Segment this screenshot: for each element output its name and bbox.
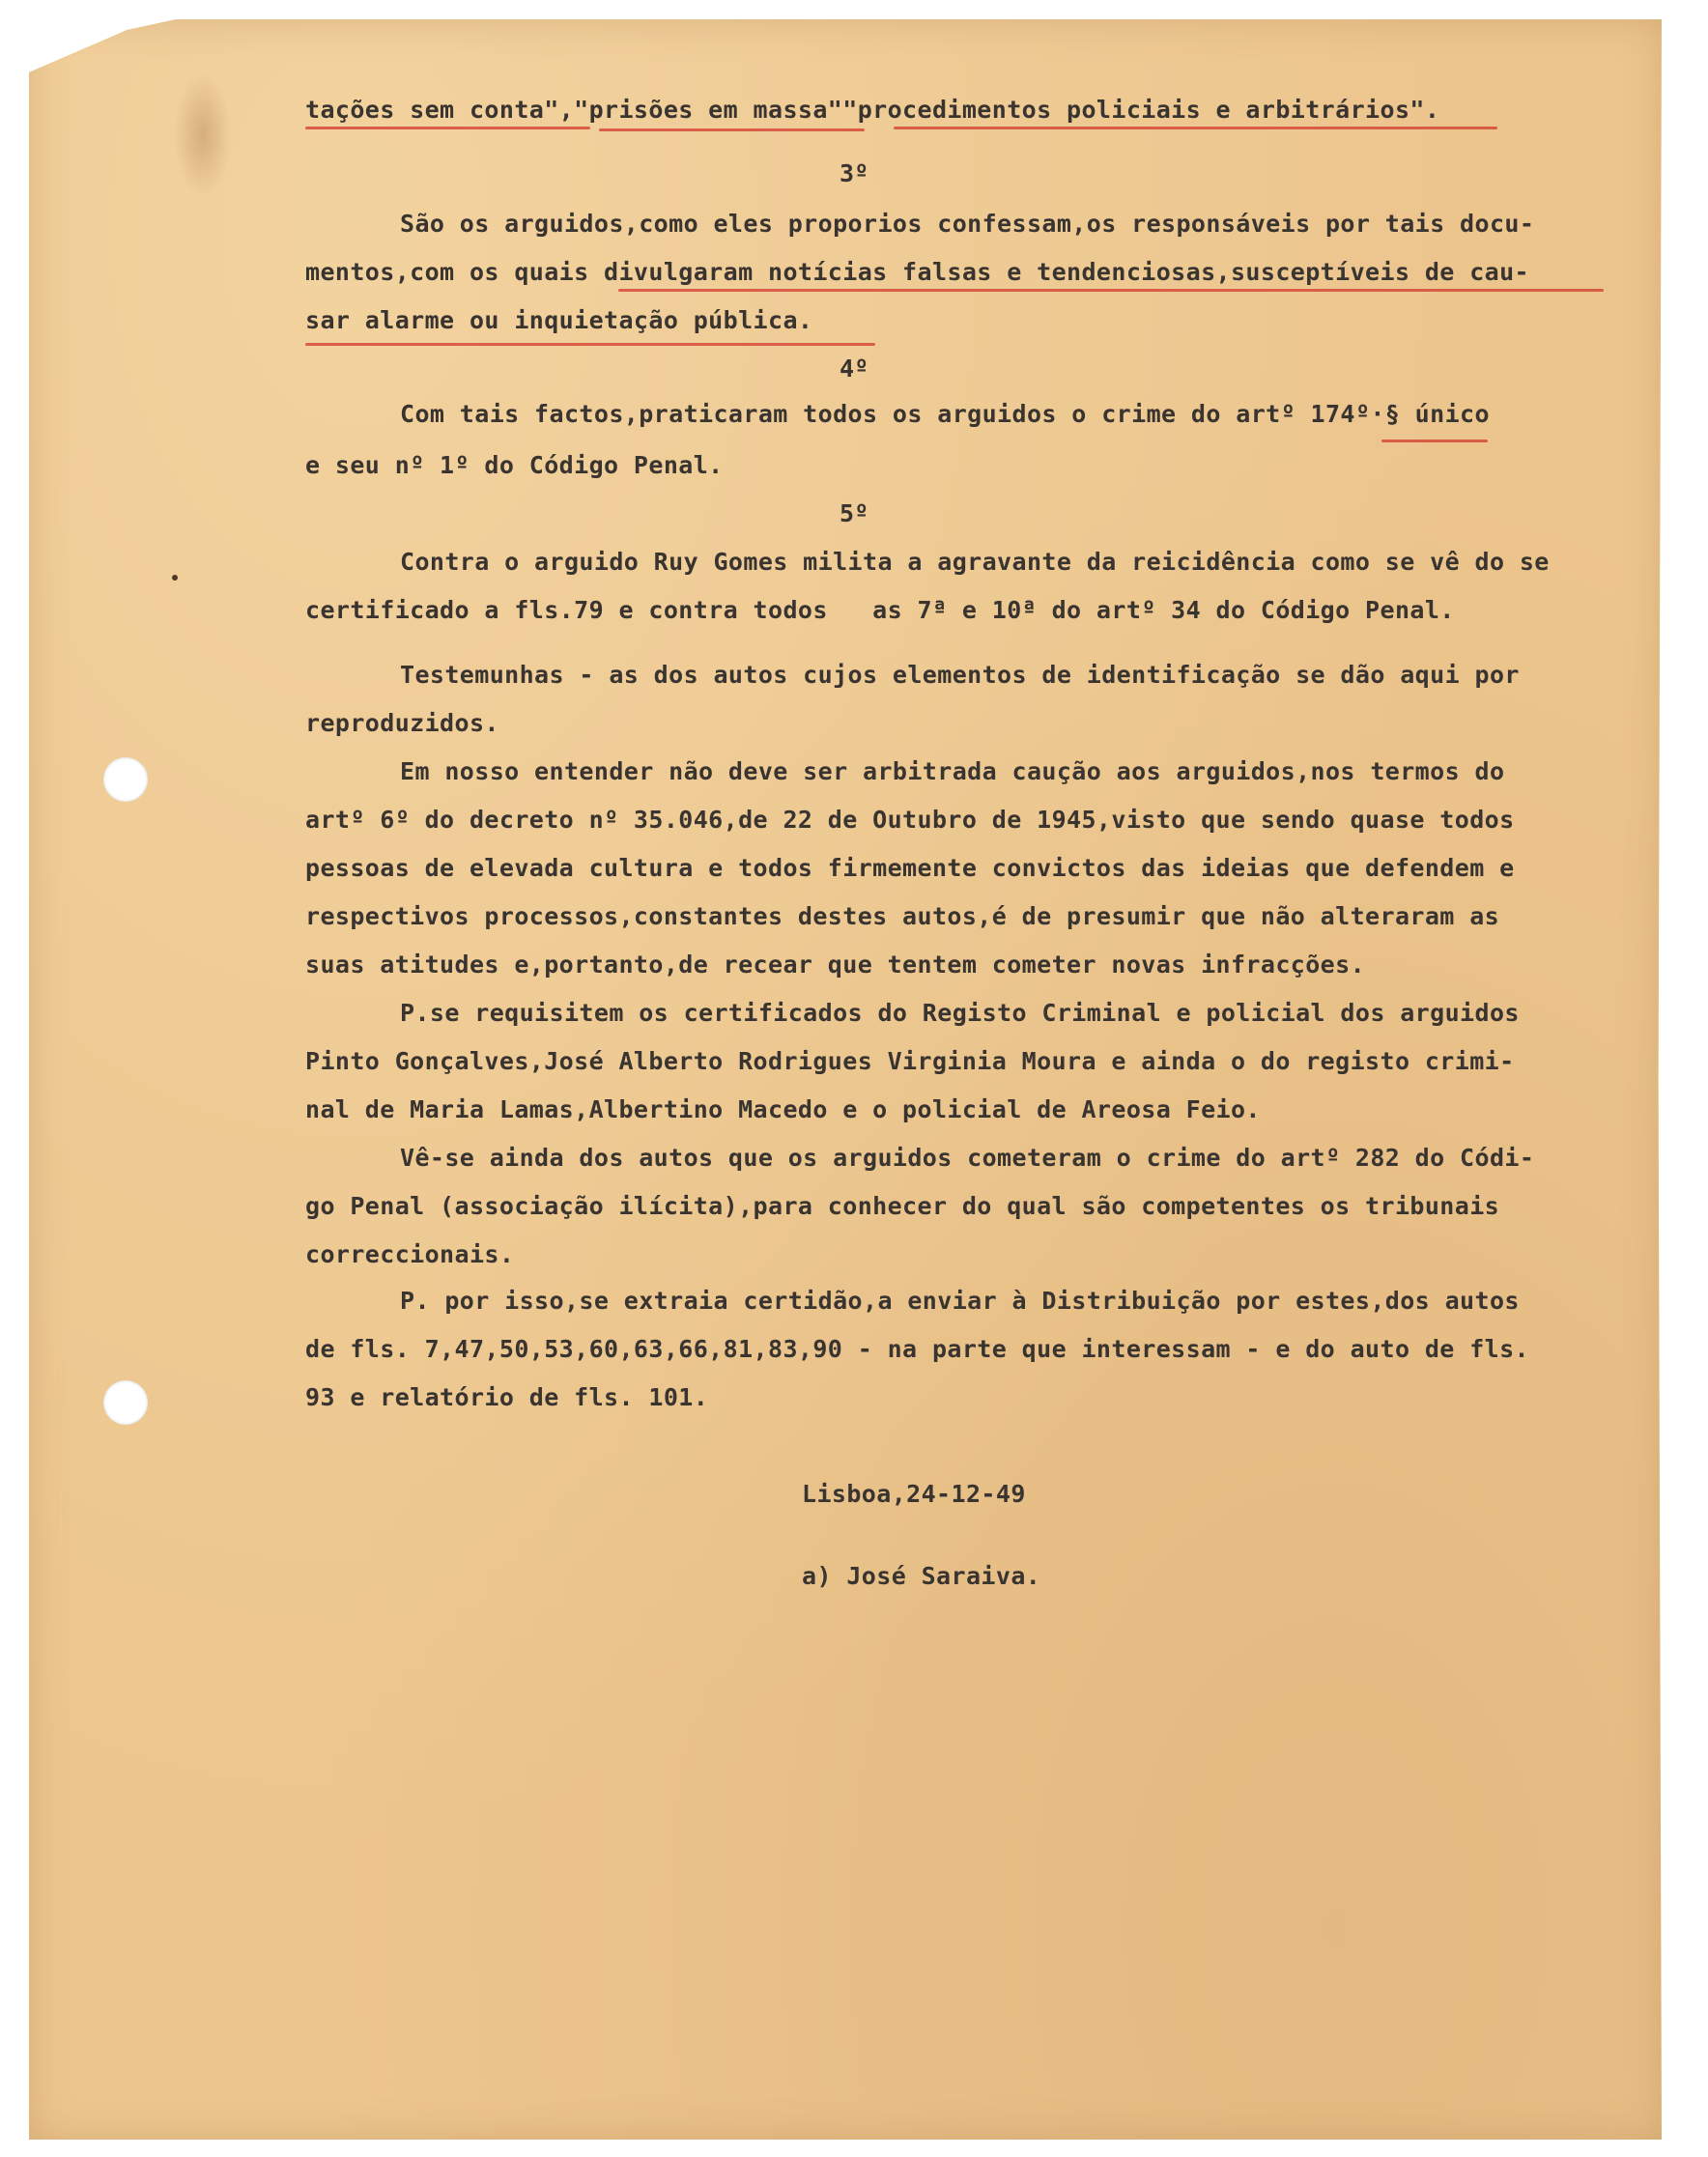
text-line: e seu nº 1º do Código Penal. (305, 451, 724, 479)
section-number: 5º (839, 499, 869, 527)
red-underline (305, 343, 875, 346)
signature-line: a) José Saraiva. (802, 1562, 1041, 1590)
red-underline (305, 127, 590, 129)
punch-hole (103, 1380, 148, 1425)
text-line: Com tais factos,praticaram todos os arguidos o crime do artº 174º·§ único (400, 400, 1490, 428)
text-line: sar alarme ou inquietação pública. (305, 306, 813, 334)
punch-hole (103, 757, 148, 802)
text-line: nal de Maria Lamas,Albertino Macedo e o policial de Areosa Feio. (305, 1095, 1261, 1123)
text-line: reproduzidos. (305, 709, 499, 737)
text-line: 93 e relatório de fls. 101. (305, 1383, 709, 1411)
text-line: certificado a fls.79 e contra todos as 7ª e 10ª do artº 34 do Código Penal. (305, 596, 1455, 624)
ink-speck (172, 575, 178, 581)
text-line: mentos,com os quais divulgaram notícias falsas e tendenciosas,susceptíveis de cau- (305, 258, 1530, 286)
text-line: artº 6º do decreto nº 35.046,de 22 de Outubro de 1945,visto que sendo quase todos (305, 806, 1515, 834)
text-line: Testemunhas - as dos autos cujos elementos de identificação se dão aqui por (400, 661, 1520, 689)
text-line: Contra o arguido Ruy Gomes milita a agravante da reicidência como se vê do se (400, 548, 1550, 576)
text-line: de fls. 7,47,50,53,60,63,66,81,83,90 - na parte que interessam - e do auto de fls. (305, 1335, 1530, 1363)
red-underline (618, 289, 1604, 292)
red-underline (599, 128, 865, 131)
text-line: P. por isso,se extraia certidão,a enviar à Distribuição por estes,dos autos (400, 1287, 1520, 1315)
section-number: 3º (839, 159, 869, 187)
text-line: respectivos processos,constantes destes autos,é de presumir que não alteraram as (305, 902, 1500, 930)
section-number: 4º (839, 355, 869, 383)
text-line: pessoas de elevada cultura e todos firmemente convictos das ideias que defendem e (305, 854, 1515, 882)
paper-sheet (29, 19, 1662, 2140)
text-line: São os arguidos,como eles proporios confessam,os responsáveis por tais docu- (400, 210, 1535, 238)
text-line: P.se requisitem os certificados do Registo Criminal e policial dos arguidos (400, 999, 1520, 1027)
red-underline (894, 127, 1497, 129)
text-line: suas atitudes e,portanto,de recear que tentem cometer novas infracções. (305, 951, 1366, 979)
text-line: Em nosso entender não deve ser arbitrada caução aos arguidos,nos termos do (400, 757, 1505, 785)
red-underline (1381, 440, 1488, 442)
text-line: go Penal (associação ilícita),para conhecer do qual são competentes os tribunais (305, 1192, 1500, 1220)
date-line: Lisboa,24-12-49 (802, 1480, 1026, 1508)
text-line: Pinto Gonçalves,José Alberto Rodrigues Virginia Moura e ainda o do registo crimi- (305, 1047, 1515, 1075)
text-line: Vê-se ainda dos autos que os arguidos cometeram o crime do artº 282 do Códi- (400, 1144, 1535, 1172)
text-line: tações sem conta","prisões em massa""procedimentos policiais e arbitrários". (305, 96, 1440, 124)
text-line: correccionais. (305, 1240, 515, 1268)
